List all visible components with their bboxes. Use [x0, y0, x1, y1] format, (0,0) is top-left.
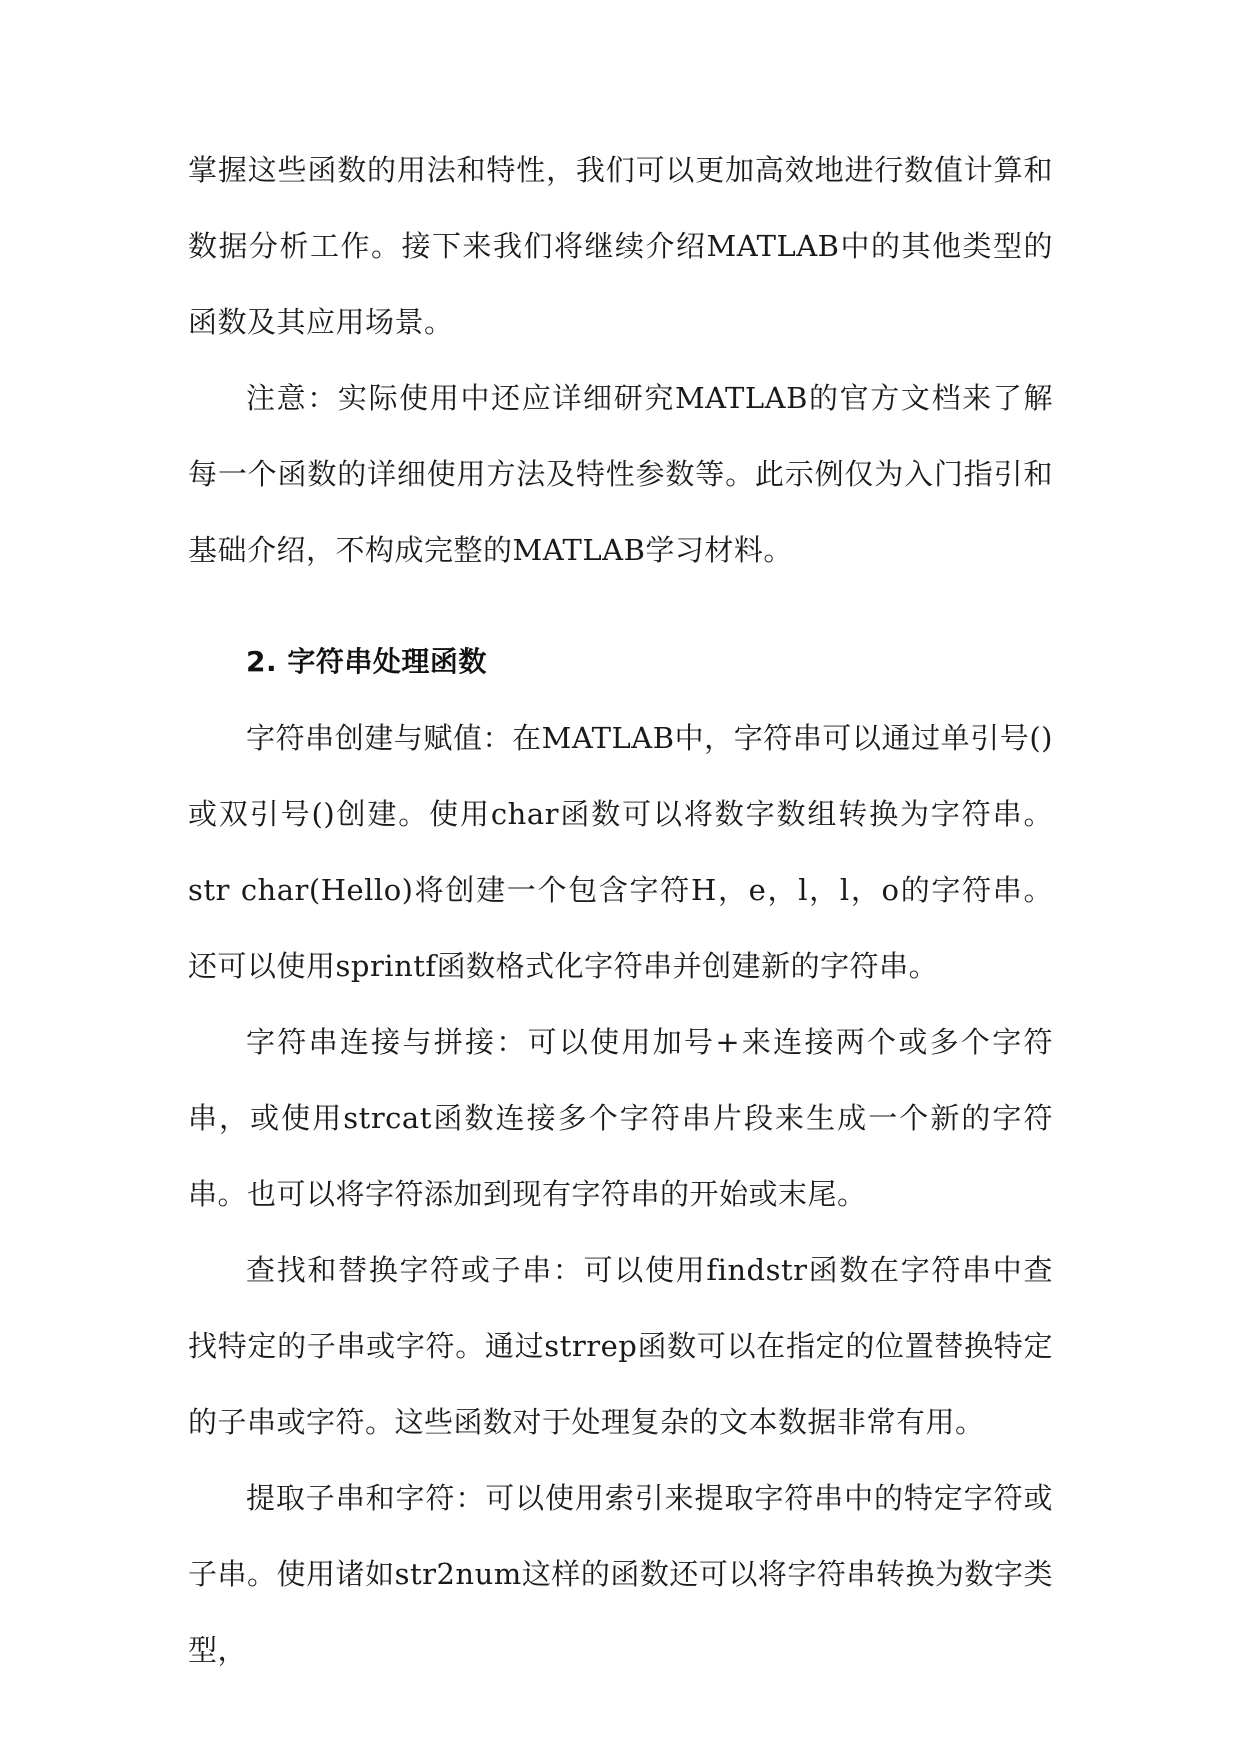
paragraph-string-concatenation: 字符串连接与拼接：可以使用加号+来连接两个或多个字符串，或使用strcat函数连接多个字符串片段来生成一个新的字符串。也可以将字符添加到现有字符串的开始或末尾。 — [188, 1025, 1053, 1211]
paragraph-continuation: 掌握这些函数的用法和特性，我们可以更加高效地进行数值计算和数据分析工作。接下来我们将继续介绍MATLAB中的其他类型的函数及其应用场景。 — [188, 153, 1053, 339]
paragraph-find-replace: 查找和替换字符或子串：可以使用findstr函数在字符串中查找特定的子串或字符。通过strrep函数可以在指定的位置替换特定的子串或字符。这些函数对于处理复杂的文本数据非常有用。 — [188, 1253, 1053, 1439]
section-heading: 2. 字符串处理函数 — [246, 645, 487, 678]
document-page — [188, 132, 1053, 1688]
paragraph-note: 注意：实际使用中还应详细研究MATLAB的官方文档来了解每一个函数的详细使用方法及特性参数等。此示例仅为入门指引和基础介绍，不构成完整的MATLAB学习材料。 — [188, 381, 1053, 567]
paragraph-extract-substring: 提取子串和字符：可以使用索引来提取字符串中的特定字符或子串。使用诸如str2num这样的函数还可以将字符串转换为数字类型， — [188, 1481, 1053, 1667]
paragraph-string-creation: 字符串创建与赋值：在MATLAB中，字符串可以通过单引号()或双引号()创建。使用char函数可以将数字数组转换为字符串。str char(Hello)将创建一个包含字符H，e，l，l，o的字符串。还可以使用sprintf函数格式化字符串并创建新的字符串。 — [188, 721, 1053, 983]
